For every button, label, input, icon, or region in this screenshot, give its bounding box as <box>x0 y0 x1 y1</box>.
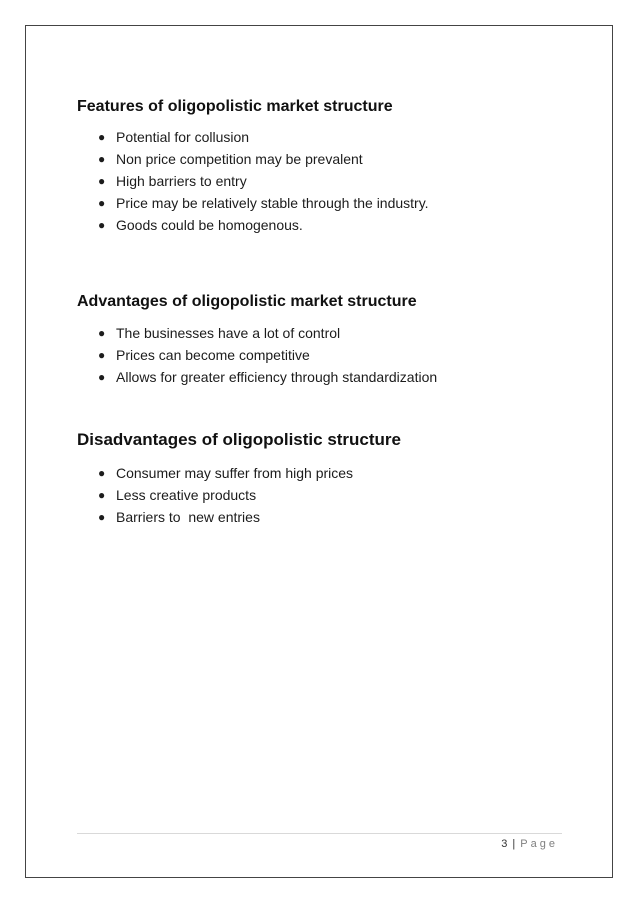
advantages-list <box>77 322 577 388</box>
bullet-icon: ● <box>98 348 106 362</box>
list-item <box>77 506 577 528</box>
section-heading: Advantages of oligopolistic market structure <box>77 293 417 310</box>
section-heading: Features of oligopolistic market structure <box>77 98 393 115</box>
list-item-text: Barriers to new entries <box>116 509 260 525</box>
list-item <box>77 366 577 388</box>
bullet-icon: ● <box>98 326 106 340</box>
bullet-icon: ● <box>98 218 106 232</box>
list-item-text: Price may be relatively stable through the industry. <box>116 195 429 211</box>
list-item-text: Prices can become competitive <box>116 347 310 363</box>
list-item <box>77 344 577 366</box>
bullet-icon: ● <box>98 196 106 210</box>
disadvantages-list <box>77 462 577 528</box>
list-item-text: Goods could be homogenous. <box>116 217 303 233</box>
page-label: Page <box>520 838 558 850</box>
list-item-text: Consumer may suffer from high prices <box>116 465 354 481</box>
list-item <box>77 126 577 148</box>
list-item-text: Allows for greater efficiency through standardization <box>116 369 438 385</box>
page-number: 3 <box>501 838 508 850</box>
section-advantages <box>77 292 577 388</box>
bullet-icon: ● <box>98 488 106 502</box>
bullet-icon: ● <box>98 174 106 188</box>
section-disadvantages <box>77 430 577 528</box>
list-item <box>77 148 577 170</box>
list-item <box>77 484 577 506</box>
list-item-text: Potential for collusion <box>116 129 250 145</box>
list-item-text: The businesses have a lot of control <box>116 325 341 341</box>
bullet-icon: ● <box>98 130 106 144</box>
list-item-text: Less creative products <box>116 487 257 503</box>
list-item <box>77 462 577 484</box>
bullet-icon: ● <box>98 466 106 480</box>
bullet-icon: ● <box>98 370 106 384</box>
page-footer <box>501 836 558 852</box>
footer-divider <box>77 833 562 834</box>
section-features <box>77 97 577 236</box>
bullet-icon: ● <box>98 152 106 166</box>
list-item <box>77 170 577 192</box>
footer-separator: | <box>512 838 516 850</box>
list-item <box>77 192 577 214</box>
list-item <box>77 214 577 236</box>
bullet-icon: ● <box>98 510 106 524</box>
list-item <box>77 322 577 344</box>
list-item-text: Non price competition may be prevalent <box>116 151 363 167</box>
features-list <box>77 126 577 236</box>
section-heading: Disadvantages of oligopolistic structure <box>77 430 402 449</box>
list-item-text: High barriers to entry <box>116 173 247 189</box>
